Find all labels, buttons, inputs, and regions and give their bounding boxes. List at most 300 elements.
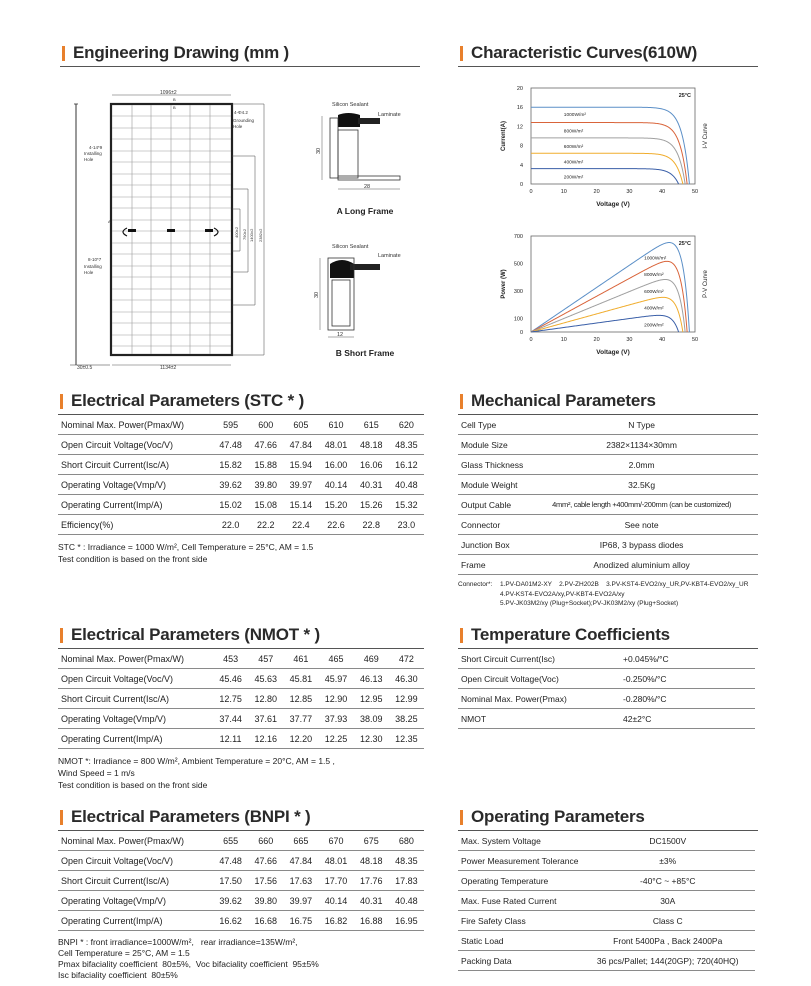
- cell-value: 48.01: [318, 435, 353, 455]
- row-value: 2.0mm: [525, 455, 758, 475]
- section-title-text: Electrical Parameters (BNPI * ): [71, 807, 311, 826]
- stc-notes: [58, 541, 424, 565]
- cell-value: 15.88: [248, 455, 283, 475]
- svg-text:50: 50: [691, 337, 699, 343]
- row-label: Output Cable: [458, 495, 525, 515]
- row-label: Operating Current(Imp/A): [58, 911, 213, 931]
- cell-value: 45.63: [248, 669, 283, 689]
- svg-text:400±2: 400±2: [234, 226, 239, 238]
- svg-text:P-V Curve: P-V Curve: [703, 270, 709, 298]
- svg-text:800W/m²: 800W/m²: [563, 129, 584, 135]
- cell-value: 40.14: [318, 475, 353, 495]
- svg-text:10: 10: [560, 189, 567, 195]
- svg-text:0: 0: [519, 182, 523, 188]
- svg-text:4: 4: [519, 162, 523, 169]
- row-value: 32.5Kg: [525, 475, 758, 495]
- short-frame-drawing: [310, 240, 420, 340]
- cell-value: 15.26: [354, 495, 389, 515]
- cell-value: 47.48: [213, 435, 248, 455]
- svg-text:30: 30: [626, 337, 633, 343]
- cell-value: 39.97: [283, 891, 318, 911]
- cell-value: 665: [283, 831, 318, 851]
- svg-text:400W/m²: 400W/m²: [644, 306, 664, 312]
- cell-value: 680: [389, 831, 424, 851]
- svg-text:Voltage (V): Voltage (V): [596, 201, 630, 208]
- cell-value: 12.99: [389, 689, 424, 709]
- connector-note-line: 4.PV-KST4-EVO2A/xy,PV-KBT4-EVO2A/xy: [500, 590, 625, 598]
- row-value: -0.280%/°C: [573, 689, 755, 709]
- row-label: Nominal Max. Power(Pmax): [458, 689, 573, 709]
- section-title-text: Mechanical Parameters: [471, 391, 656, 410]
- cell-value: 39.62: [213, 475, 248, 495]
- table-row: [58, 435, 424, 455]
- row-label: Frame: [458, 555, 525, 575]
- svg-text:30: 30: [316, 147, 322, 154]
- note-line: Test condition is based on the front side: [58, 554, 208, 564]
- mechanical-table: [458, 415, 758, 575]
- svg-text:16: 16: [516, 105, 523, 112]
- svg-text:B: B: [173, 97, 176, 102]
- row-value: DC1500V: [581, 831, 756, 851]
- svg-text:A: A: [108, 219, 111, 224]
- row-label: Open Circuit Voltage(Voc/V): [58, 851, 213, 871]
- cell-value: 453: [213, 649, 248, 669]
- cell-value: 23.0: [389, 515, 424, 535]
- svg-text:1096±2: 1096±2: [160, 90, 177, 96]
- cell-value: 620: [389, 415, 424, 435]
- table-row: [58, 455, 424, 475]
- cell-value: 12.85: [283, 689, 318, 709]
- cell-value: 660: [248, 831, 283, 851]
- cell-value: 39.97: [283, 475, 318, 495]
- cell-value: 461: [283, 649, 318, 669]
- svg-text:100: 100: [513, 316, 523, 323]
- temperature-coefficients-section: [458, 622, 758, 729]
- table-row: [458, 435, 758, 455]
- svg-text:Laminate: Laminate: [378, 253, 401, 259]
- bnpi-table: [58, 831, 424, 931]
- accent-bar: [60, 810, 63, 825]
- table-row: [458, 475, 758, 495]
- svg-text:0: 0: [529, 189, 533, 195]
- svg-text:Hole: Hole: [84, 270, 94, 275]
- operating-table: [458, 831, 755, 971]
- bnpi-parameters-section: [58, 804, 424, 981]
- pv-curve-chart: [490, 228, 720, 363]
- svg-text:Laminate: Laminate: [378, 112, 401, 118]
- section-title: [60, 40, 420, 67]
- accent-bar: [60, 394, 63, 409]
- nmot-parameters-section: [58, 622, 424, 791]
- table-row: [458, 515, 758, 535]
- cell-value: 48.35: [389, 435, 424, 455]
- table-row: [58, 871, 424, 891]
- row-label: Power Measurement Tolerance: [458, 851, 581, 871]
- table-row: [58, 831, 424, 851]
- row-label: Open Circuit Voltage(Voc/V): [58, 669, 213, 689]
- cell-value: 48.18: [354, 851, 389, 871]
- row-label: Operating Voltage(Vmp/V): [58, 475, 213, 495]
- cell-value: 16.82: [318, 911, 353, 931]
- cell-value: 12.80: [248, 689, 283, 709]
- table-row: [458, 911, 755, 931]
- cell-value: 12.25: [318, 729, 353, 749]
- row-label: NMOT: [458, 709, 573, 729]
- svg-text:1000W/m²: 1000W/m²: [563, 113, 586, 119]
- temperature-table: [458, 649, 755, 729]
- table-row: [458, 831, 755, 851]
- cell-value: 47.48: [213, 851, 248, 871]
- row-value: 30A: [581, 891, 756, 911]
- svg-text:20: 20: [593, 189, 600, 195]
- cell-value: 16.75: [283, 911, 318, 931]
- cell-value: 605: [283, 415, 318, 435]
- svg-text:28: 28: [364, 184, 371, 190]
- row-label: Glass Thickness: [458, 455, 525, 475]
- svg-text:200W/m²: 200W/m²: [644, 323, 664, 329]
- table-row: [58, 649, 424, 669]
- connector-note-line: 5.PV-JK03M2/xy (Plug+Socket);PV-JK03M2/xy (Plug+Socket): [500, 600, 679, 607]
- cell-value: 47.66: [248, 851, 283, 871]
- section-title-text: Characteristic Curves(610W): [471, 43, 698, 62]
- cell-value: 615: [354, 415, 389, 435]
- table-row: [58, 415, 424, 435]
- svg-text:0: 0: [529, 337, 533, 343]
- table-row: [58, 911, 424, 931]
- svg-text:30±0.5: 30±0.5: [77, 365, 93, 371]
- table-row: [58, 851, 424, 871]
- table-row: [58, 495, 424, 515]
- note-line: Pmax bifaciality coefficient 80±5%, Voc bifaciality coefficient 95±5%: [58, 959, 319, 969]
- svg-text:2382±2: 2382±2: [258, 228, 263, 242]
- mechanical-parameters-section: [458, 388, 758, 609]
- table-row: [458, 535, 758, 555]
- cell-value: 47.66: [248, 435, 283, 455]
- section-title: [458, 804, 758, 831]
- table-row: [458, 871, 755, 891]
- row-value: 36 pcs/Pallet; 144(20GP); 720(40HQ): [581, 951, 756, 971]
- svg-text:700: 700: [513, 234, 523, 240]
- svg-text:200W/m²: 200W/m²: [563, 175, 584, 181]
- cell-value: 16.95: [389, 911, 424, 931]
- iv-curve-chart: [490, 80, 720, 215]
- svg-text:500: 500: [513, 261, 523, 268]
- cell-value: 12.90: [318, 689, 353, 709]
- svg-text:1000W/m²: 1000W/m²: [644, 256, 667, 262]
- row-label: Cell Type: [458, 415, 525, 435]
- cell-value: 17.70: [318, 871, 353, 891]
- stc-parameters-section: [58, 388, 424, 565]
- row-value: N Type: [525, 415, 758, 435]
- cell-value: 655: [213, 831, 248, 851]
- note-line: BNPI * : front irradiance=1000W/m², rear irradiance=135W/m²,: [58, 937, 298, 947]
- svg-text:1134±2: 1134±2: [160, 365, 177, 371]
- stc-table: [58, 415, 424, 535]
- row-label: Packing Data: [458, 951, 581, 971]
- cell-value: 472: [389, 649, 424, 669]
- svg-text:Grounding: Grounding: [233, 118, 255, 123]
- cell-value: 12.35: [389, 729, 424, 749]
- accent-bar: [460, 46, 463, 61]
- section-title: [58, 388, 424, 415]
- accent-bar: [460, 628, 463, 643]
- cell-value: 37.93: [318, 709, 353, 729]
- table-row: [458, 555, 758, 575]
- section-title-text: Electrical Parameters (STC * ): [71, 391, 305, 410]
- row-label: Nominal Max. Power(Pmax/W): [58, 415, 213, 435]
- row-label: Open Circuit Voltage(Voc): [458, 669, 573, 689]
- row-value: IP68, 3 bypass diodes: [525, 535, 758, 555]
- short-frame-caption: B Short Frame: [335, 348, 395, 358]
- cell-value: 22.6: [318, 515, 353, 535]
- table-row: [458, 495, 758, 515]
- svg-text:Silicon Sealant: Silicon Sealant: [332, 102, 369, 108]
- cell-value: 16.62: [213, 911, 248, 931]
- cell-value: 46.30: [389, 669, 424, 689]
- cell-value: 15.94: [283, 455, 318, 475]
- cell-value: 45.97: [318, 669, 353, 689]
- section-title-text: Operating Parameters: [471, 807, 645, 826]
- svg-text:30: 30: [314, 291, 320, 298]
- engineering-drawing-section: [60, 40, 420, 67]
- note-line: STC * : Irradiance = 1000 W/m², Cell Temperature = 25°C, AM = 1.5: [58, 542, 314, 552]
- svg-text:Silicon Sealant: Silicon Sealant: [332, 244, 369, 250]
- table-row: [458, 689, 755, 709]
- svg-text:800W/m²: 800W/m²: [644, 272, 664, 278]
- cell-value: 22.8: [354, 515, 389, 535]
- cell-value: 45.81: [283, 669, 318, 689]
- cell-value: 48.35: [389, 851, 424, 871]
- svg-text:30: 30: [626, 189, 633, 195]
- cell-value: 17.56: [248, 871, 283, 891]
- cell-value: 457: [248, 649, 283, 669]
- note-line: Wind Speed = 1 m/s: [58, 768, 135, 778]
- row-label: Short Circuit Current(Isc): [458, 649, 573, 669]
- cell-value: 469: [354, 649, 389, 669]
- section-title-text: Temperature Coefficients: [471, 625, 670, 644]
- row-label: Operating Current(Imp/A): [58, 495, 213, 515]
- svg-text:0: 0: [519, 330, 523, 336]
- table-row: [458, 931, 755, 951]
- svg-text:Installing: Installing: [84, 151, 102, 156]
- note-line: Test condition is based on the front side: [58, 780, 208, 790]
- table-row: [58, 669, 424, 689]
- svg-text:4-14*9: 4-14*9: [89, 145, 103, 150]
- section-title: [58, 622, 424, 649]
- module-drawing: [60, 80, 290, 380]
- svg-text:25°C: 25°C: [678, 241, 691, 247]
- row-value: ±3%: [581, 851, 756, 871]
- cell-value: 16.06: [354, 455, 389, 475]
- accent-bar: [60, 628, 63, 643]
- row-label: Short Circuit Current(Isc/A): [58, 689, 213, 709]
- cell-value: 15.14: [283, 495, 318, 515]
- row-value: 2382×1134×30mm: [525, 435, 758, 455]
- cell-value: 40.31: [354, 891, 389, 911]
- cell-value: 610: [318, 415, 353, 435]
- row-value: -0.250%/°C: [573, 669, 755, 689]
- cell-value: 40.14: [318, 891, 353, 911]
- connector-note-line: 1.PV-DA01M2-XY 2.PV-ZH202B 3.PV-KST4-EVO2/xy_UR,PV-KBT4-EVO2/xy_UR: [500, 581, 749, 588]
- cell-value: 12.16: [248, 729, 283, 749]
- row-value: 42±2°C: [573, 709, 755, 729]
- svg-text:1400±2: 1400±2: [249, 228, 254, 242]
- svg-text:I-V Curve: I-V Curve: [703, 123, 709, 149]
- svg-text:4-Φ4.2: 4-Φ4.2: [234, 110, 248, 115]
- row-label: Operating Voltage(Vmp/V): [58, 891, 213, 911]
- cell-value: 22.0: [213, 515, 248, 535]
- table-row: [58, 729, 424, 749]
- table-row: [458, 649, 755, 669]
- note-line: NMOT *: Irradiance = 800 W/m², Ambient Temperature = 20°C, AM = 1.5 ,: [58, 756, 335, 766]
- svg-text:10: 10: [560, 337, 567, 343]
- cell-value: 38.25: [389, 709, 424, 729]
- cell-value: 40.31: [354, 475, 389, 495]
- row-value: See note: [525, 515, 758, 535]
- table-row: [58, 891, 424, 911]
- section-title: [458, 388, 758, 415]
- svg-text:400W/m²: 400W/m²: [563, 160, 584, 166]
- svg-text:790±2: 790±2: [242, 228, 247, 240]
- cell-value: 16.12: [389, 455, 424, 475]
- cell-value: 45.46: [213, 669, 248, 689]
- svg-text:300: 300: [513, 288, 523, 295]
- table-row: [58, 475, 424, 495]
- nmot-notes: [58, 755, 424, 791]
- cell-value: 15.02: [213, 495, 248, 515]
- svg-text:12: 12: [337, 332, 344, 338]
- cell-value: 16.00: [318, 455, 353, 475]
- row-label: Nominal Max. Power(Pmax/W): [58, 831, 213, 851]
- table-row: [58, 515, 424, 535]
- row-label: Junction Box: [458, 535, 525, 555]
- row-label: Operating Current(Imp/A): [58, 729, 213, 749]
- characteristic-curves-section: [458, 40, 758, 67]
- cell-value: 39.80: [248, 475, 283, 495]
- operating-parameters-section: [458, 804, 758, 971]
- table-row: [458, 951, 755, 971]
- svg-text:B: B: [173, 105, 176, 110]
- row-label: Operating Temperature: [458, 871, 581, 891]
- svg-text:20: 20: [516, 86, 523, 92]
- accent-bar: [460, 394, 463, 409]
- cell-value: 465: [318, 649, 353, 669]
- row-value: -40°C ~ +85°C: [581, 871, 756, 891]
- long-frame-caption: A Long Frame: [336, 206, 394, 216]
- row-label: Max. System Voltage: [458, 831, 581, 851]
- svg-text:8: 8: [519, 143, 523, 150]
- section-title-text: Electrical Parameters (NMOT * ): [71, 625, 320, 644]
- row-value: Anodized aluminium alloy: [525, 555, 758, 575]
- cell-value: 48.18: [354, 435, 389, 455]
- cell-value: 40.48: [389, 475, 424, 495]
- note-line: Isc bifaciality coefficient 80±5%: [58, 970, 178, 980]
- table-row: [58, 689, 424, 709]
- svg-text:20: 20: [593, 337, 600, 343]
- cell-value: 37.61: [248, 709, 283, 729]
- cell-value: 600: [248, 415, 283, 435]
- section-title-text: Engineering Drawing (mm ): [73, 43, 290, 62]
- svg-text:40: 40: [659, 189, 666, 195]
- cell-value: 22.2: [248, 515, 283, 535]
- svg-text:600W/m²: 600W/m²: [563, 144, 584, 150]
- row-label: Connector: [458, 515, 525, 535]
- row-value: Front 5400Pa , Back 2400Pa: [581, 931, 756, 951]
- cell-value: 40.48: [389, 891, 424, 911]
- row-label: Nominal Max. Power(Pmax/W): [58, 649, 213, 669]
- cell-value: 670: [318, 831, 353, 851]
- cell-value: 16.88: [354, 911, 389, 931]
- section-title: [58, 804, 424, 831]
- note-line: Cell Temperature = 25°C, AM = 1.5: [58, 948, 190, 958]
- row-value: 4mm², cable length +400mm/-200mm (can be customized): [525, 495, 758, 515]
- connector-note: [458, 580, 758, 609]
- cell-value: 12.95: [354, 689, 389, 709]
- cell-value: 15.32: [389, 495, 424, 515]
- cell-value: 16.68: [248, 911, 283, 931]
- bnpi-notes: [58, 937, 424, 981]
- svg-text:Hole: Hole: [233, 124, 243, 129]
- row-label: Max. Fuse Rated Current: [458, 891, 581, 911]
- row-label: Open Circuit Voltage(Voc/V): [58, 435, 213, 455]
- svg-text:25°C: 25°C: [678, 93, 691, 99]
- cell-value: 48.01: [318, 851, 353, 871]
- cell-value: 675: [354, 831, 389, 851]
- cell-value: 38.09: [354, 709, 389, 729]
- svg-text:600W/m²: 600W/m²: [644, 289, 664, 295]
- table-row: [458, 669, 755, 689]
- accent-bar: [62, 46, 65, 61]
- row-label: Operating Voltage(Vmp/V): [58, 709, 213, 729]
- cell-value: 39.62: [213, 891, 248, 911]
- row-label: Short Circuit Current(Isc/A): [58, 455, 213, 475]
- cell-value: 12.11: [213, 729, 248, 749]
- row-label: Fire Safety Class: [458, 911, 581, 931]
- connector-note-label: Connector*:: [458, 581, 493, 588]
- svg-text:Voltage (V): Voltage (V): [596, 349, 630, 356]
- cell-value: 37.44: [213, 709, 248, 729]
- row-label: Static Load: [458, 931, 581, 951]
- cell-value: 46.13: [354, 669, 389, 689]
- cell-value: 17.83: [389, 871, 424, 891]
- row-label: Module Size: [458, 435, 525, 455]
- row-label: Short Circuit Current(Isc/A): [58, 871, 213, 891]
- svg-text:Hole: Hole: [84, 157, 94, 162]
- cell-value: 47.84: [283, 435, 318, 455]
- cell-value: 39.80: [248, 891, 283, 911]
- section-title: [458, 622, 758, 649]
- cell-value: 22.4: [283, 515, 318, 535]
- cell-value: 15.08: [248, 495, 283, 515]
- table-row: [458, 455, 758, 475]
- cell-value: 37.77: [283, 709, 318, 729]
- table-row: [58, 709, 424, 729]
- row-value: +0.045%/°C: [573, 649, 755, 669]
- cell-value: 47.84: [283, 851, 318, 871]
- row-value: Class C: [581, 911, 756, 931]
- row-label: Efficiency(%): [58, 515, 213, 535]
- svg-text:40: 40: [659, 337, 666, 343]
- table-row: [458, 851, 755, 871]
- svg-text:Current(A): Current(A): [501, 121, 507, 151]
- cell-value: 17.63: [283, 871, 318, 891]
- cell-value: 17.50: [213, 871, 248, 891]
- svg-text:Installing: Installing: [84, 264, 102, 269]
- svg-text:Power (W): Power (W): [501, 269, 507, 299]
- cell-value: 15.20: [318, 495, 353, 515]
- cell-value: 12.75: [213, 689, 248, 709]
- cell-value: 15.82: [213, 455, 248, 475]
